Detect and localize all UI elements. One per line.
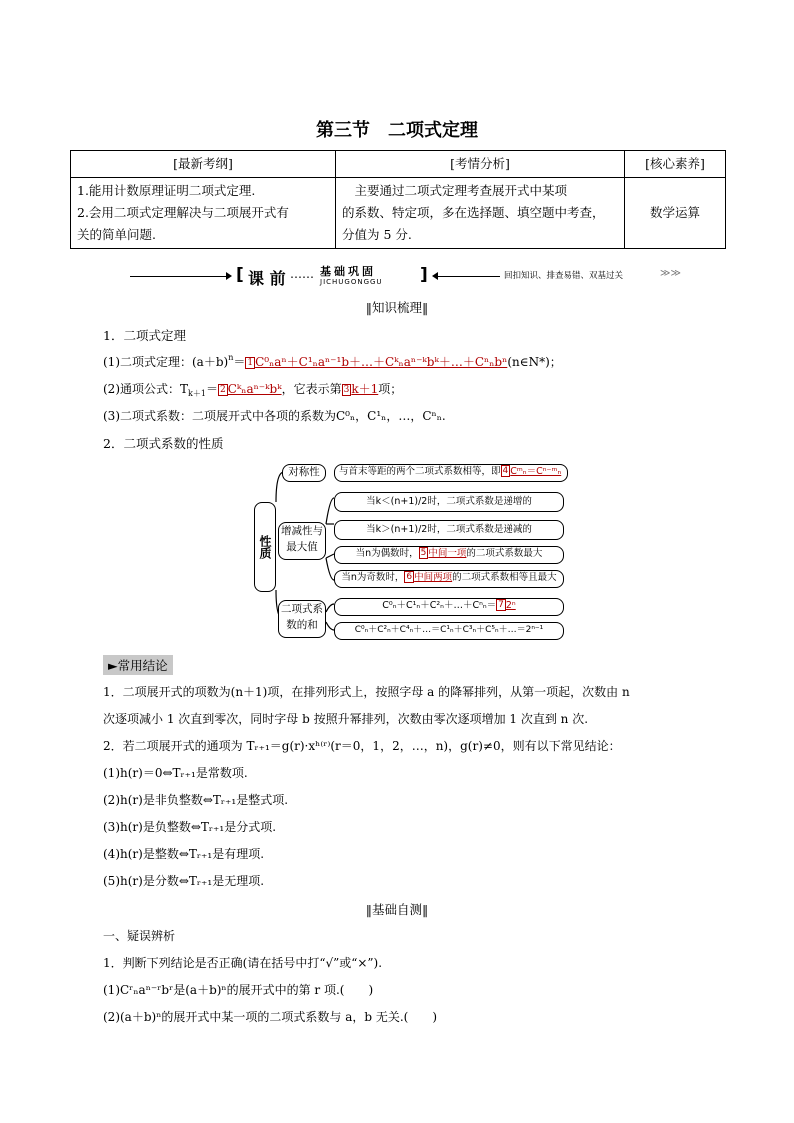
symmetry-text bbox=[334, 464, 568, 482]
formula-prefix: (1)二项式定理：(a＋b) bbox=[103, 355, 229, 369]
sum-node: 二项式系数的和 bbox=[278, 600, 326, 638]
term-middle: ，它表示第 bbox=[281, 382, 342, 396]
answer-value: 中间两项 bbox=[414, 572, 453, 583]
coefficient-line: (3)二项式系数：二项展开式中各项的系数为C⁰ₙ，C¹ₙ，…，Cⁿₙ. bbox=[103, 409, 446, 423]
banner-main: 课 前 bbox=[248, 269, 286, 288]
odd-max bbox=[334, 570, 564, 588]
analysis-cell bbox=[336, 178, 625, 249]
monotonic-increasing: 当k＜(n+1)/2时，二项式系数是递增的 bbox=[334, 492, 564, 512]
rule-4: (4)h(r)是整数⇔Tᵣ₊₁是有理项. bbox=[103, 847, 265, 861]
answer-formula: Cᵐₙ＝Cⁿ⁻ᵐₙ bbox=[510, 466, 562, 477]
root-node: 性质 bbox=[254, 502, 276, 592]
term-suffix: 项； bbox=[378, 382, 403, 396]
analysis-line: 主要通过二项式定理考查展开式中某项 bbox=[354, 183, 568, 198]
conclusion-1b: 次逐项减小 1 次直到零次，同时字母 b 按照升幂排列，次数由零次逐项增加 1 次直到 n 次. bbox=[103, 712, 589, 726]
banner-bracket-left: [ bbox=[236, 265, 244, 285]
equals: ＝ bbox=[233, 355, 246, 369]
section-heading: ‖基础自测‖ bbox=[365, 902, 429, 917]
answer-value: 中间一项 bbox=[428, 548, 467, 559]
symmetry-desc: 与首末等距的两个二项式系数相等，即 bbox=[339, 466, 501, 477]
core-cell: 数学运算 bbox=[625, 178, 726, 249]
question-1b: (2)(a＋b)ⁿ的展开式中某一项的二项式系数与 a，b 无关.( ) bbox=[103, 1010, 438, 1024]
question-1a: (1)Cʳₙaⁿ⁻ʳbʳ是(a＋b)ⁿ的展开式中的第 r 项.( ) bbox=[103, 983, 374, 997]
answer-number: 7 bbox=[498, 600, 504, 610]
answer-number: 6 bbox=[406, 572, 413, 582]
monotonic-node: 增减性与最大值 bbox=[278, 522, 326, 560]
answer-value: 2ⁿ bbox=[505, 600, 516, 611]
banner-sub-cn: 基础巩固 bbox=[320, 265, 376, 278]
conclusion-1a: 1．二项展开式的项数为(n＋1)项，在排列形式上，按照字母 a 的降幂排列，从第一项起，次数由 n bbox=[103, 685, 630, 699]
even-pre: 当n为偶数时， bbox=[355, 548, 419, 559]
banner-rule-right bbox=[438, 276, 500, 277]
rule-1: (1)h(r)＝0⇔Tᵣ₊₁是常数项. bbox=[103, 766, 248, 780]
syllabus-line: 关的简单问题. bbox=[77, 227, 156, 242]
answer-formula: Cᵏₙaⁿ⁻ᵏbᵏ bbox=[227, 382, 282, 396]
exponent: n bbox=[228, 353, 234, 362]
syllabus-line: 2.会用二项式定理解决与二项展开式有 bbox=[77, 205, 289, 220]
banner-sub-en: JICHUGONGGU bbox=[320, 278, 383, 286]
banner-right-text: 回扣知识、排查易错、双基过关 bbox=[504, 271, 624, 281]
rule-5: (5)h(r)是分数⇔Tᵣ₊₁是无理项. bbox=[103, 874, 265, 888]
heading-theorem: 1．二项式定理 bbox=[103, 328, 186, 343]
header-core: [核心素养] bbox=[625, 151, 726, 178]
exercise-heading: 一、疑误辨析 bbox=[103, 929, 176, 943]
formula-suffix: (n∈N*)； bbox=[507, 355, 562, 369]
theorem-formula bbox=[103, 353, 562, 370]
sum-all-formula: C⁰ₙ＋C¹ₙ＋C²ₙ＋…＋Cⁿₙ＝ bbox=[382, 600, 497, 611]
rule-3: (3)h(r)是负整数⇔Tᵣ₊₁是分式项. bbox=[103, 820, 277, 834]
conclusion-tag: ►常用结论 bbox=[103, 655, 173, 675]
banner-rule-left bbox=[130, 276, 226, 277]
section-heading: ‖知识梳理‖ bbox=[365, 300, 429, 315]
header-syllabus: [最新考纲] bbox=[71, 151, 336, 178]
section-banner bbox=[130, 265, 690, 289]
heading-properties: 2．二项式系数的性质 bbox=[103, 436, 224, 451]
answer-formula: C⁰ₙaⁿ＋C¹ₙaⁿ⁻¹b＋…＋Cᵏₙaⁿ⁻ᵏbᵏ＋…＋Cⁿₙbⁿ bbox=[255, 355, 508, 369]
answer-value: k＋1 bbox=[351, 382, 379, 396]
term-prefix: (2)通项公式：T bbox=[103, 382, 189, 396]
properties-diagram bbox=[254, 462, 566, 642]
rule-2: (2)h(r)是非负整数⇔Tᵣ₊₁是整式项. bbox=[103, 793, 289, 807]
answer-number: 2 bbox=[219, 385, 226, 395]
conclusion-2: 2．若二项展开式的通项为 Tᵣ₊₁＝g(r)·xʰ⁽ʳ⁾(r＝0，1，2，…，n)，g(r)≠0，则有以下常见结论： bbox=[103, 739, 621, 753]
answer-number: 3 bbox=[343, 385, 350, 395]
question-1: 1．判断下列结论是否正确(请在括号中打“√”或“×”). bbox=[103, 956, 383, 970]
chevrons-icon: ≫≫ bbox=[660, 268, 681, 279]
even-max bbox=[334, 546, 564, 564]
banner-dots: …… bbox=[290, 267, 314, 281]
banner-bracket-right: ] bbox=[420, 265, 428, 285]
answer-number: 4 bbox=[502, 466, 509, 476]
header-analysis: [考情分析] bbox=[336, 151, 625, 178]
sum-all bbox=[334, 598, 564, 616]
odd-post: 的二项式系数相等且最大 bbox=[452, 572, 557, 583]
odd-pre: 当n为奇数时， bbox=[341, 572, 405, 583]
requirements-table bbox=[70, 150, 726, 249]
symmetry-node: 对称性 bbox=[282, 464, 326, 482]
page-title: 第三节 二项式定理 bbox=[316, 120, 478, 141]
syllabus-cell bbox=[71, 178, 336, 249]
equals: ＝ bbox=[205, 382, 218, 396]
syllabus-line: 1.能用计数原理证明二项式定理. bbox=[77, 183, 256, 198]
analysis-line: 的系数、特定项，多在选择题、填空题中考查， bbox=[342, 205, 605, 220]
monotonic-decreasing: 当k＞(n+1)/2时，二项式系数是递减的 bbox=[334, 520, 564, 540]
analysis-line: 分值为 5 分. bbox=[342, 227, 412, 242]
arrow-right-icon bbox=[226, 272, 232, 280]
even-post: 的二项式系数最大 bbox=[466, 548, 543, 559]
term-subscript: k＋1 bbox=[188, 389, 206, 398]
general-term bbox=[103, 380, 402, 399]
sum-parity: C⁰ₙ＋C²ₙ＋C⁴ₙ＋…＝C¹ₙ＋C³ₙ＋C⁵ₙ＋…＝2ⁿ⁻¹ bbox=[334, 622, 564, 640]
answer-number: 1 bbox=[247, 358, 254, 368]
answer-number: 5 bbox=[420, 548, 427, 558]
